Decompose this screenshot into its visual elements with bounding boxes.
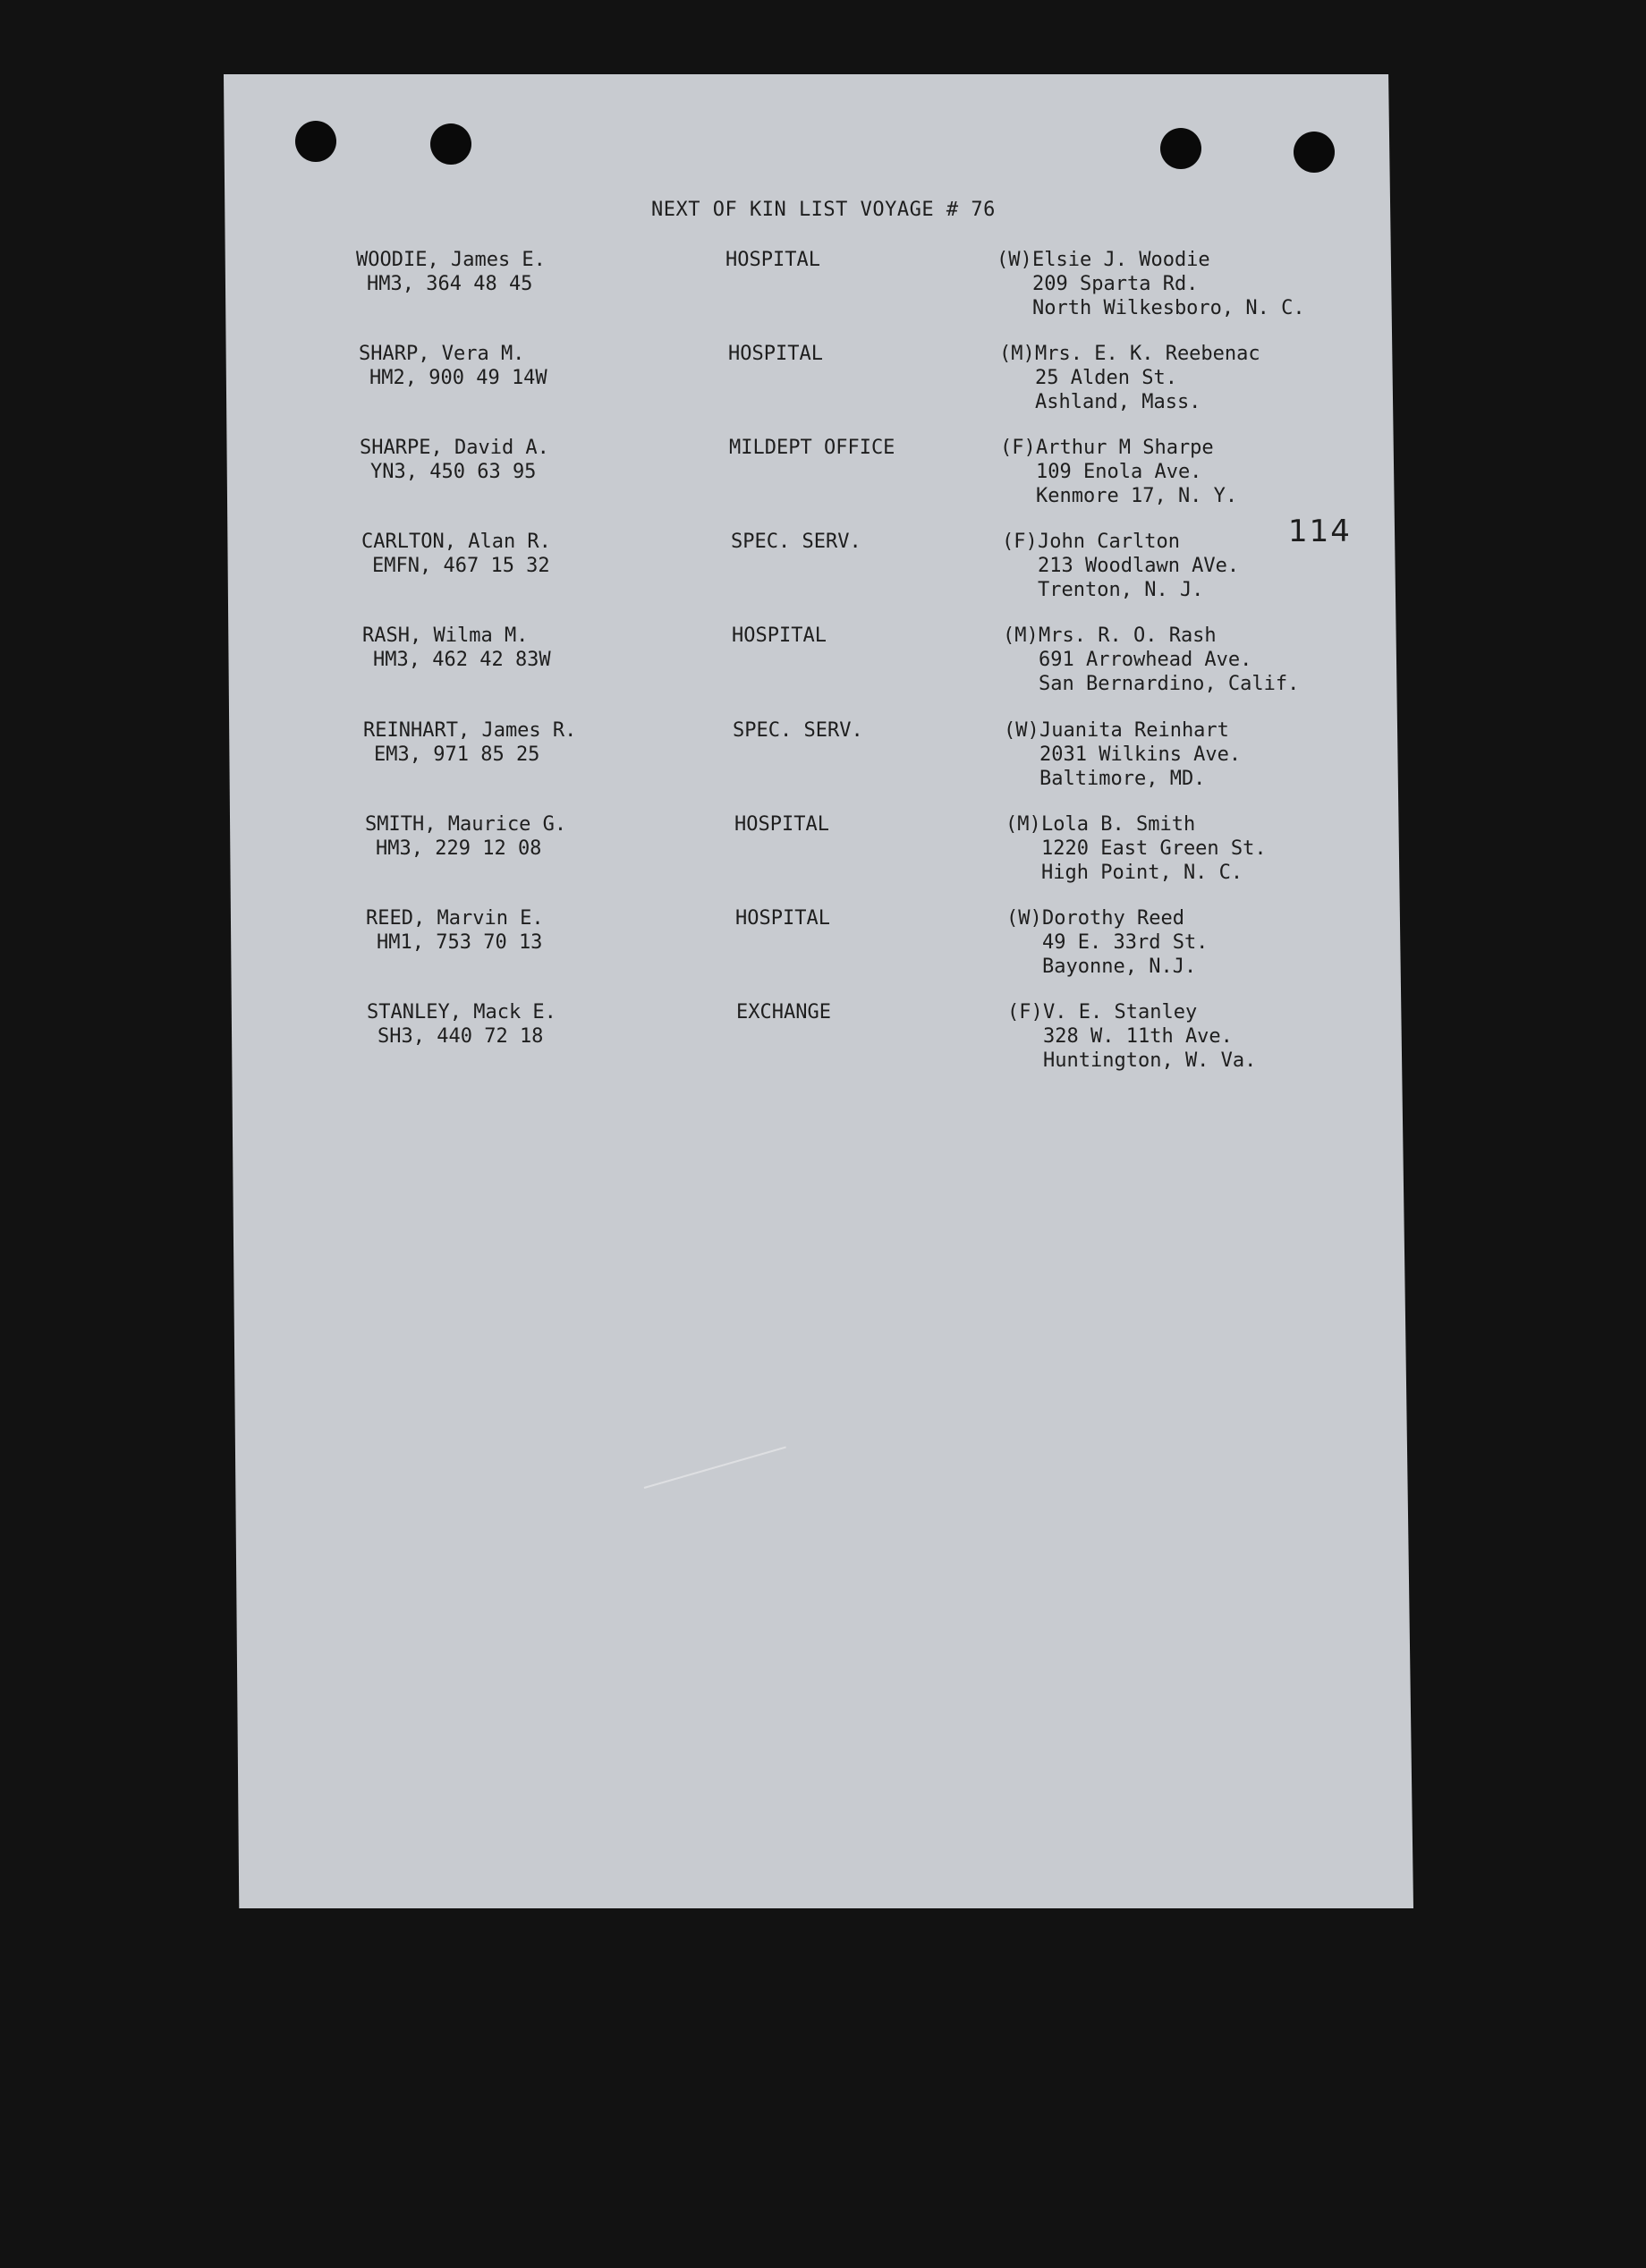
department: HOSPITAL xyxy=(725,249,820,271)
department: SPEC. SERV. xyxy=(733,719,863,742)
document-title: NEXT OF KIN LIST VOYAGE # 76 xyxy=(651,199,996,221)
kin-street: 2031 Wilkins Ave. xyxy=(1039,743,1242,766)
sailor-rate-service-number: HM3, 364 48 45 xyxy=(367,273,533,295)
department: EXCHANGE xyxy=(736,1001,831,1024)
sailor-rate-service-number: YN3, 450 63 95 xyxy=(370,461,537,483)
kin-street: 25 Alden St. xyxy=(1035,367,1177,389)
punch-hole xyxy=(1294,132,1335,173)
sailor-rate-service-number: HM1, 753 70 13 xyxy=(377,931,543,954)
punch-hole xyxy=(430,123,471,165)
kin-relation: (W) xyxy=(1006,907,1042,930)
department: HOSPITAL xyxy=(734,813,829,836)
kin-city: San Bernardino, Calif. xyxy=(1039,673,1300,695)
sailor-rate-service-number: EM3, 971 85 25 xyxy=(374,743,540,766)
punch-hole xyxy=(1160,128,1201,169)
kin-name: Lola B. Smith xyxy=(1041,813,1196,836)
sailor-rate-service-number: SH3, 440 72 18 xyxy=(378,1025,544,1048)
kin-street: 49 E. 33rd St. xyxy=(1042,931,1209,954)
sailor-rate-service-number: HM3, 462 42 83W xyxy=(373,649,551,671)
sailor-name: RASH, Wilma M. xyxy=(362,624,529,647)
kin-street: 1220 East Green St. xyxy=(1041,837,1267,860)
kin-city: North Wilkesboro, N. C. xyxy=(1032,297,1305,319)
sailor-name: CARLTON, Alan R. xyxy=(361,531,551,553)
kin-relation: (M) xyxy=(1005,813,1041,836)
page-number: 114 xyxy=(1288,514,1352,549)
kin-name: Arthur M Sharpe xyxy=(1036,437,1214,459)
kin-city: Huntington, W. Va. xyxy=(1043,1049,1257,1072)
kin-relation: (F) xyxy=(1007,1001,1043,1024)
kin-street: 328 W. 11th Ave. xyxy=(1043,1025,1233,1048)
kin-relation: (F) xyxy=(1000,437,1036,459)
kin-name: Juanita Reinhart xyxy=(1039,719,1229,742)
kin-relation: (M) xyxy=(999,343,1035,365)
sailor-name: WOODIE, James E. xyxy=(356,249,546,271)
sailor-name: REED, Marvin E. xyxy=(366,907,544,930)
kin-name: Elsie J. Woodie xyxy=(1032,249,1210,271)
sailor-name: SHARP, Vera M. xyxy=(359,343,525,365)
kin-street: 109 Enola Ave. xyxy=(1036,461,1202,483)
kin-relation: (W) xyxy=(997,249,1032,271)
kin-name: Dorothy Reed xyxy=(1042,907,1184,930)
department: HOSPITAL xyxy=(735,907,830,930)
sailor-rate-service-number: EMFN, 467 15 32 xyxy=(372,555,550,577)
sailor-name: STANLEY, Mack E. xyxy=(367,1001,556,1024)
kin-city: Ashland, Mass. xyxy=(1035,391,1201,413)
department: MILDEPT OFFICE xyxy=(729,437,895,459)
kin-relation: (W) xyxy=(1004,719,1039,742)
department: SPEC. SERV. xyxy=(731,531,861,553)
sailor-rate-service-number: HM3, 229 12 08 xyxy=(376,837,542,860)
department: HOSPITAL xyxy=(728,343,823,365)
kin-city: Baltimore, MD. xyxy=(1039,768,1206,790)
kin-street: 691 Arrowhead Ave. xyxy=(1039,649,1252,671)
sailor-name: REINHART, James R. xyxy=(363,719,577,742)
department: HOSPITAL xyxy=(732,624,827,647)
kin-name: Mrs. E. K. Reebenac xyxy=(1035,343,1260,365)
kin-city: Kenmore 17, N. Y. xyxy=(1036,485,1238,507)
punch-hole xyxy=(295,121,336,162)
kin-city: High Point, N. C. xyxy=(1041,862,1243,884)
kin-city: Trenton, N. J. xyxy=(1038,579,1204,601)
kin-relation: (F) xyxy=(1002,531,1038,553)
sailor-rate-service-number: HM2, 900 49 14W xyxy=(369,367,547,389)
kin-city: Bayonne, N.J. xyxy=(1042,956,1197,978)
sailor-name: SHARPE, David A. xyxy=(360,437,549,459)
kin-name: Mrs. R. O. Rash xyxy=(1039,624,1217,647)
kin-name: John Carlton xyxy=(1038,531,1180,553)
kin-name: V. E. Stanley xyxy=(1043,1001,1198,1024)
kin-relation: (M) xyxy=(1003,624,1039,647)
sailor-name: SMITH, Maurice G. xyxy=(365,813,567,836)
kin-street: 209 Sparta Rd. xyxy=(1032,273,1199,295)
kin-street: 213 Woodlawn AVe. xyxy=(1038,555,1240,577)
